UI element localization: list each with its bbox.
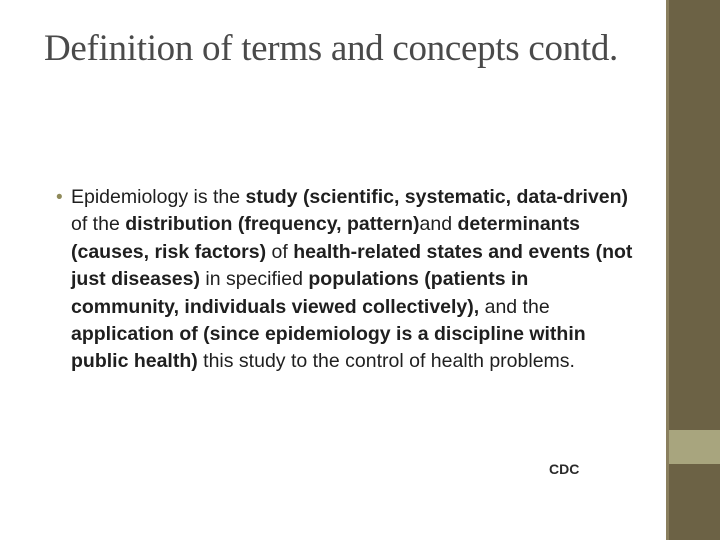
bullet-icon: • bbox=[56, 187, 63, 208]
bullet-segment-bold: health-related states and events (not just diseases) bbox=[71, 240, 633, 291]
bullet-segment: of bbox=[266, 240, 294, 263]
bullet-segment-bold: determinants (causes, risk factors) bbox=[71, 213, 580, 263]
sidebar-accent-block bbox=[669, 430, 720, 464]
bullet-segment-bold: application of (since epidemiology is a discipline within public health) bbox=[71, 323, 586, 373]
bullet-segment-bold: distribution (frequency, pattern) bbox=[125, 213, 420, 236]
bullet-list bbox=[56, 184, 638, 376]
bullet-item bbox=[56, 184, 638, 376]
slide-title: Definition of terms and concepts contd. bbox=[44, 28, 618, 69]
bullet-segment-bold: populations (patients in community, individuals viewed collectively), bbox=[71, 268, 529, 318]
bullet-segment: this study to the control of health problems. bbox=[197, 350, 575, 373]
bullet-segment: in specified bbox=[199, 268, 309, 291]
bullet-segment: Epidemiology is the bbox=[71, 186, 246, 208]
bullet-segment: of the bbox=[71, 213, 126, 236]
source-label: CDC bbox=[549, 461, 580, 477]
bullet-segment-bold: study (scientific, systematic, data-driven) bbox=[245, 186, 629, 208]
bullet-segment: and bbox=[419, 213, 458, 236]
bullet-segment: and the bbox=[479, 295, 550, 318]
